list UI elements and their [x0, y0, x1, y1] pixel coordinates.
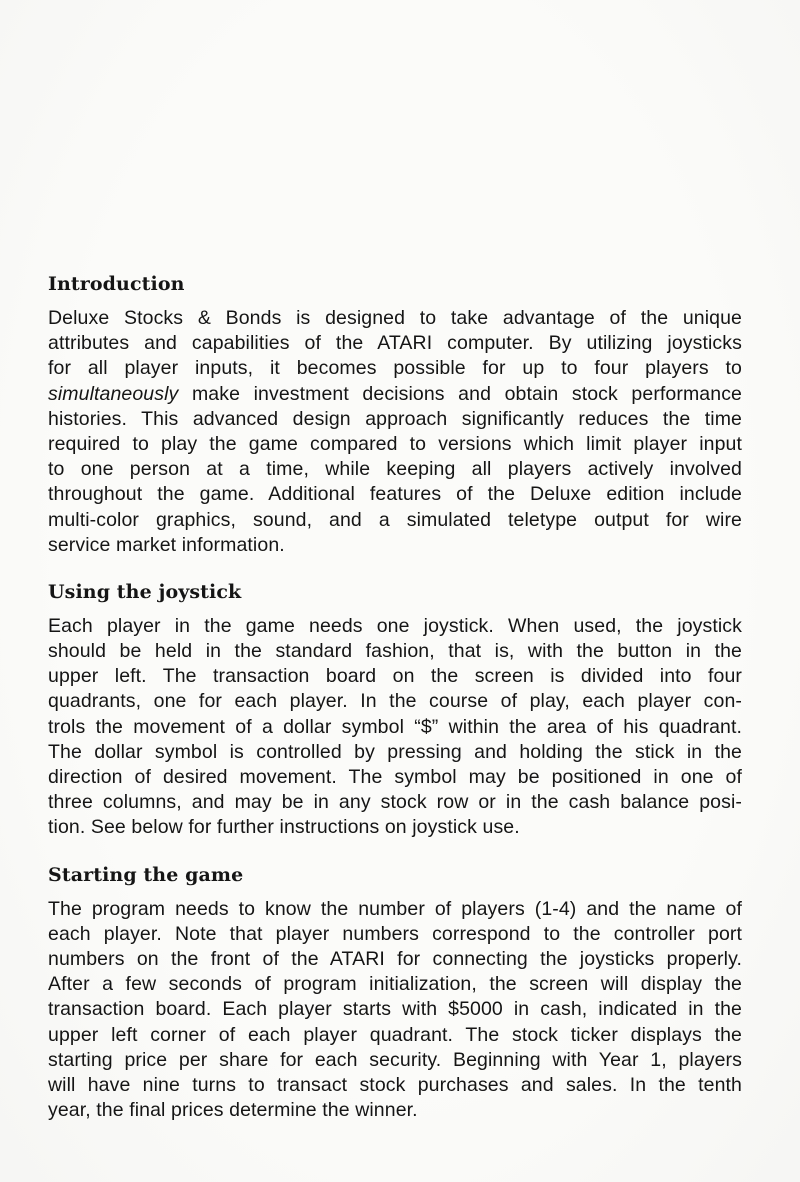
section-heading: Introduction [48, 273, 185, 295]
section-gap [48, 841, 742, 863]
paragraph-line: The program needs to know the number of players (1-4) and the name of [48, 897, 742, 920]
paragraph-line: upper left. The transaction board on the screen is divided into four [48, 665, 742, 688]
paragraph-line: starting price per share for each security. Beginning with Year 1, players [48, 1048, 742, 1071]
paragraph-line: After a few seconds of program initialization, the screen will display the [48, 973, 742, 996]
paragraph-line: service market information. [48, 533, 285, 556]
manual-body [48, 272, 742, 1123]
paragraph-line: should be held in the standard fashion, that is, with the button in the [48, 640, 742, 663]
paragraph-line: Each player in the game needs one joystick. When used, the joystick [48, 614, 742, 637]
section-heading: Starting the game [48, 863, 244, 886]
section-gap [48, 558, 742, 580]
paragraph-line: tion. See below for further instructions on joystick use. [48, 816, 520, 839]
paragraph-line: Deluxe Stocks & Bonds is designed to take advantage of the unique [48, 307, 742, 329]
section-heading: Using the joystick [48, 580, 242, 603]
section-starting-the-game [48, 863, 742, 1124]
paragraph-line: quadrants, one for each player. In the course of play, each player con- [48, 690, 742, 713]
paragraph-line [48, 382, 742, 407]
paragraph-line: for all player inputs, it becomes possible for up to four players to [48, 357, 742, 380]
paragraph-line: multi-color graphics, sound, and a simulated teletype output for wire [48, 508, 742, 531]
paragraph-line: will have nine turns to transact stock purchases and sales. In the tenth [48, 1073, 742, 1096]
paragraph-line: attributes and capabilities of the ATARI computer. By utilizing joysticks [48, 332, 742, 355]
emphasis-text: simultaneously [48, 382, 179, 405]
paragraph-line: numbers on the front of the ATARI for connecting the joysticks properly. [48, 947, 742, 970]
paragraph-line: year, the final prices determine the winner. [48, 1099, 418, 1122]
paragraph-line: The dollar symbol is controlled by pressing and holding the stick in the [48, 740, 742, 763]
paragraph-line: direction of desired movement. The symbol may be positioned in one of [48, 766, 742, 788]
paragraph-line: to one person at a time, while keeping all players actively involved [48, 458, 742, 481]
paragraph-line: throughout the game. Additional features of the Deluxe edition include [48, 483, 742, 506]
paragraph-line: upper left corner of each player quadrant. The stock ticker displays the [48, 1023, 742, 1046]
paragraph-line: each player. Note that player numbers correspond to the controller port [48, 922, 742, 945]
paragraph-line: transaction board. Each player starts with $5000 in cash, indicated in the [48, 998, 742, 1021]
paragraph-line: three columns, and may be in any stock row or in the cash balance posi- [48, 791, 742, 814]
paragraph-line: histories. This advanced design approach significantly reduces the time [48, 407, 742, 430]
section-introduction [48, 272, 742, 558]
paragraph-line: required to play the game compared to versions which limit player input [48, 432, 742, 455]
section-using-the-joystick [48, 580, 742, 841]
paragraph-line-rest: make investment decisions and obtain stock performance [178, 382, 742, 405]
paragraph-line: trols the movement of a dollar symbol “$” within the area of his quadrant. [48, 715, 742, 738]
